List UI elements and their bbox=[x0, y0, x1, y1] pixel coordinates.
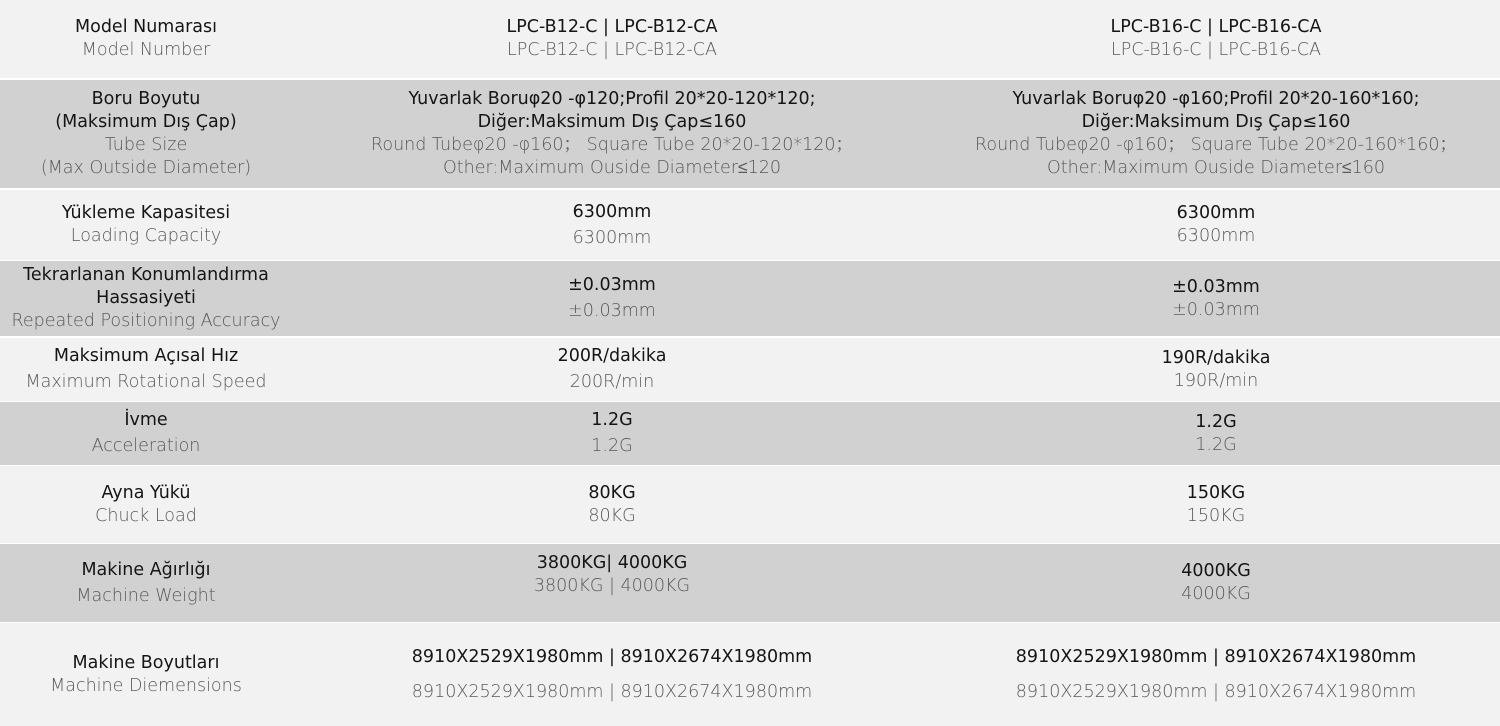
value-en: Other:Maximum Ouside Diameter≤160 bbox=[1046, 158, 1386, 178]
value-tr: 1.2G bbox=[1195, 411, 1237, 432]
row-label bbox=[0, 402, 292, 465]
value-en: 6300mm bbox=[1176, 226, 1256, 246]
row-label bbox=[0, 544, 292, 622]
label-en: Repeated Positioning Accuracy bbox=[11, 311, 281, 331]
value-tr: 1.2G bbox=[591, 410, 633, 430]
label-tr: Ayna Yükü bbox=[101, 482, 191, 503]
value-tr: 8910X2529X1980mm | 8910X2674X1980mm bbox=[1015, 646, 1417, 667]
value-en: 3800KG | 4000KG bbox=[533, 576, 691, 596]
weight-b12-cell bbox=[292, 544, 932, 622]
label-tr: Boru Boyutu bbox=[91, 89, 201, 109]
label-en: Machine Weight bbox=[76, 585, 216, 606]
label-en: Machine Diemensions bbox=[50, 675, 242, 696]
label-tr: Model Numarası bbox=[75, 17, 217, 37]
value-en: ±0.03mm bbox=[1172, 299, 1260, 320]
value-tr: 200R/dakika bbox=[557, 346, 667, 366]
value-tr: LPC-B12-C | LPC-B12-CA bbox=[506, 17, 718, 37]
value-tr: 6300mm bbox=[1176, 203, 1256, 223]
row-label bbox=[0, 261, 292, 336]
label-en: Acceleration bbox=[91, 436, 201, 456]
value-tr: ±0.03mm bbox=[1172, 276, 1260, 297]
table-row-tube-size bbox=[0, 80, 1500, 188]
table-row-model-number bbox=[0, 0, 1500, 78]
value-tr: 8910X2529X1980mm | 8910X2674X1980mm bbox=[411, 646, 813, 667]
accuracy-b16-cell bbox=[932, 261, 1500, 336]
label-en: Maximum Rotational Speed bbox=[25, 372, 267, 392]
loading-b16-cell bbox=[932, 190, 1500, 260]
label-en: Loading Capacity bbox=[70, 226, 222, 246]
label-tr: (Maksimum Dış Çap) bbox=[55, 112, 237, 132]
value-en: ±0.03mm bbox=[568, 301, 656, 321]
table-row-machine-dimensions bbox=[0, 623, 1500, 726]
table-row-loading-capacity bbox=[0, 190, 1500, 260]
value-en: LPC-B16-C | LPC-B16-CA bbox=[1111, 40, 1321, 60]
model-b12-cell bbox=[292, 0, 932, 78]
value-tr: 150KG bbox=[1186, 482, 1246, 503]
tube-size-b16-cell bbox=[932, 80, 1500, 188]
value-en: Round Tubeφ20 -φ160； Square Tube 20*20-160*160； bbox=[974, 135, 1458, 155]
chuck-b16-cell bbox=[932, 466, 1500, 543]
chuck-b12-cell bbox=[292, 466, 932, 543]
row-label bbox=[0, 338, 292, 401]
value-tr: 6300mm bbox=[572, 201, 652, 222]
table-row-positioning-accuracy bbox=[0, 261, 1500, 336]
value-en: 80KG bbox=[588, 505, 636, 526]
loading-b12-cell bbox=[292, 190, 932, 260]
value-tr: Yuvarlak Boruφ20 -φ160;Profil 20*20-160*160; bbox=[1012, 89, 1420, 109]
label-tr: Hassasiyeti bbox=[96, 288, 196, 308]
accuracy-b12-cell bbox=[292, 261, 932, 336]
value-tr: Yuvarlak Boruφ20 -φ120;Profil 20*20-120*120; bbox=[408, 89, 816, 109]
speed-b16-cell bbox=[932, 338, 1500, 401]
row-label bbox=[0, 80, 292, 188]
label-tr: Makine Boyutları bbox=[72, 652, 220, 673]
value-en: 8910X2529X1980mm | 8910X2674X1980mm bbox=[1015, 681, 1417, 702]
value-en: Round Tubeφ20 -φ160； Square Tube 20*20-120*120； bbox=[370, 135, 854, 155]
value-tr: 80KG bbox=[588, 482, 636, 503]
row-label bbox=[0, 0, 292, 78]
label-tr: Maksimum Açısal Hız bbox=[53, 346, 239, 366]
value-tr: LPC-B16-C | LPC-B16-CA bbox=[1110, 17, 1322, 37]
row-label bbox=[0, 623, 292, 726]
value-en: 4000KG bbox=[1181, 584, 1251, 604]
table-row-acceleration bbox=[0, 402, 1500, 465]
tube-size-b12-cell bbox=[292, 80, 932, 188]
dimensions-b12-cell bbox=[292, 623, 932, 726]
label-tr: İvme bbox=[124, 410, 168, 430]
label-tr: Tekrarlanan Konumlandırma bbox=[23, 265, 269, 285]
table-row-machine-weight bbox=[0, 544, 1500, 622]
value-en: 6300mm bbox=[572, 227, 652, 248]
value-en: 200R/min bbox=[569, 372, 655, 392]
value-en: Other:Maximum Ouside Diameter≤120 bbox=[442, 158, 782, 178]
weight-b16-cell bbox=[932, 544, 1500, 622]
value-en: LPC-B12-C | LPC-B12-CA bbox=[507, 40, 717, 60]
model-b16-cell bbox=[932, 0, 1500, 78]
value-en: 150KG bbox=[1186, 505, 1246, 526]
value-en: 1.2G bbox=[591, 436, 633, 456]
acceleration-b16-cell bbox=[932, 402, 1500, 465]
value-en: 190R/min bbox=[1173, 370, 1259, 391]
speed-b12-cell bbox=[292, 338, 932, 401]
value-tr: Diğer:Maksimum Dış Çap≤160 bbox=[1081, 112, 1351, 132]
label-tr: Makine Ağırlığı bbox=[81, 559, 211, 580]
value-tr: 190R/dakika bbox=[1161, 347, 1271, 368]
table-row-chuck-load bbox=[0, 466, 1500, 543]
row-label bbox=[0, 466, 292, 543]
label-en: Tube Size bbox=[104, 135, 188, 155]
value-tr: 3800KG| 4000KG bbox=[536, 553, 688, 573]
value-tr: ±0.03mm bbox=[568, 275, 656, 295]
table-row-rotational-speed bbox=[0, 338, 1500, 401]
label-en: Chuck Load bbox=[95, 505, 197, 526]
dimensions-b16-cell bbox=[932, 623, 1500, 726]
value-tr: Diğer:Maksimum Dış Çap≤160 bbox=[477, 112, 747, 132]
label-en: Model Number bbox=[81, 40, 211, 60]
row-label bbox=[0, 190, 292, 260]
label-tr: Yükleme Kapasitesi bbox=[61, 203, 231, 223]
label-en: (Max Outside Diameter) bbox=[40, 158, 252, 178]
value-tr: 4000KG bbox=[1181, 561, 1251, 581]
value-en: 8910X2529X1980mm | 8910X2674X1980mm bbox=[411, 681, 813, 702]
acceleration-b12-cell bbox=[292, 402, 932, 465]
value-en: 1.2G bbox=[1195, 434, 1237, 455]
